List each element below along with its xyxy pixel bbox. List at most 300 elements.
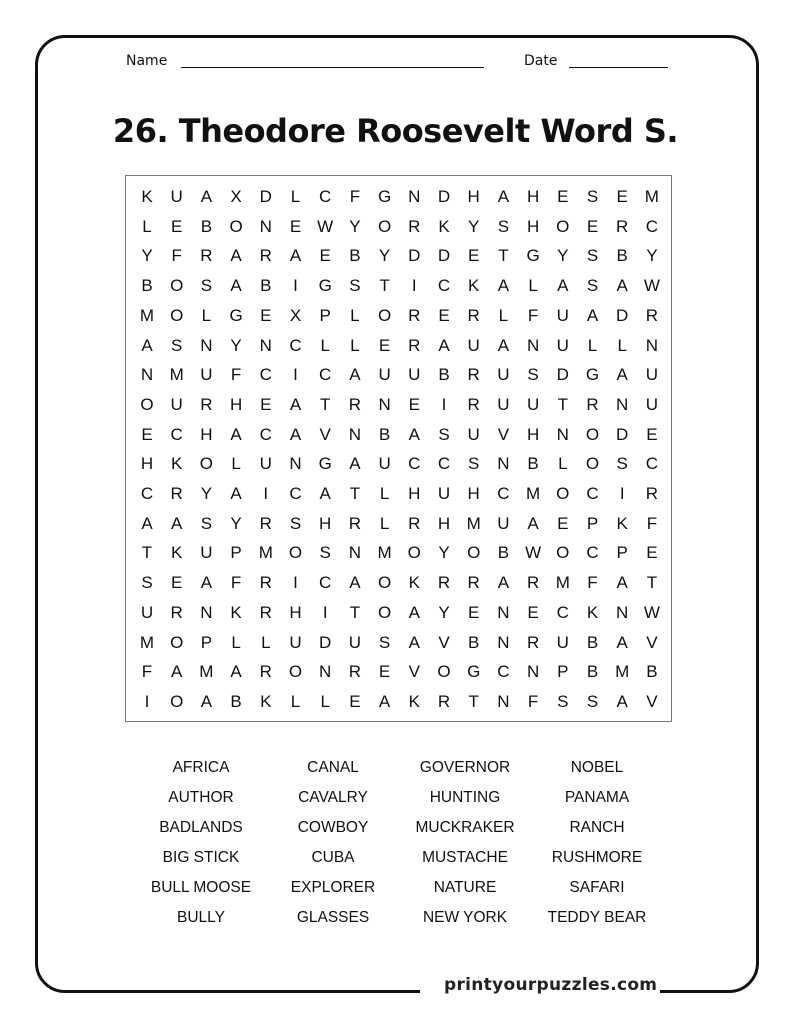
grid-letter[interactable]: S — [319, 543, 331, 563]
grid-letter[interactable]: U — [140, 602, 154, 622]
grid-letter[interactable]: R — [408, 513, 421, 533]
grid-letter[interactable]: E — [171, 216, 183, 236]
grid-letter[interactable]: P — [586, 513, 599, 533]
grid-letter[interactable]: A — [497, 573, 510, 593]
grid-letter[interactable]: L — [261, 632, 271, 652]
grid-letter[interactable]: N — [497, 602, 510, 622]
grid-letter[interactable]: O — [140, 394, 154, 414]
grid-letter[interactable]: R — [200, 246, 213, 266]
grid-letter[interactable]: Y — [230, 335, 242, 355]
grid-letter[interactable]: N — [348, 543, 362, 563]
grid-letter[interactable]: U — [348, 632, 362, 652]
grid-letter[interactable]: C — [437, 276, 451, 296]
grid-letter[interactable]: B — [200, 216, 213, 236]
grid-letter[interactable]: R — [467, 573, 480, 593]
grid-letter[interactable]: Y — [468, 216, 480, 236]
grid-letter[interactable]: H — [200, 424, 213, 444]
grid-letter[interactable]: H — [526, 187, 540, 206]
grid-letter[interactable]: O — [170, 305, 184, 325]
grid-letter[interactable]: N — [408, 187, 421, 206]
name-field-line[interactable] — [181, 67, 484, 68]
grid-letter[interactable]: L — [379, 484, 390, 503]
grid-letter[interactable]: A — [230, 276, 242, 296]
grid-letter[interactable]: R — [259, 246, 272, 266]
grid-letter[interactable]: O — [585, 454, 600, 474]
grid-letter[interactable]: Y — [438, 543, 450, 563]
grid-letter[interactable]: B — [349, 246, 361, 266]
grid-letter[interactable]: U — [556, 632, 569, 652]
grid-letter[interactable]: Y — [646, 246, 658, 266]
grid-letter[interactable]: E — [171, 573, 183, 593]
grid-letter[interactable]: K — [171, 454, 183, 474]
grid-letter[interactable]: L — [558, 454, 568, 474]
grid-letter[interactable]: S — [497, 216, 510, 236]
grid-letter[interactable]: C — [289, 335, 302, 355]
grid-letter[interactable]: C — [289, 484, 302, 503]
grid-letter[interactable]: O — [377, 216, 392, 236]
grid-letter[interactable]: X — [289, 305, 302, 325]
grid-letter[interactable]: A — [497, 335, 510, 355]
grid-letter[interactable]: N — [348, 424, 362, 444]
grid-letter[interactable]: X — [230, 187, 242, 206]
grid-letter[interactable]: L — [290, 187, 301, 206]
grid-letter[interactable]: A — [289, 246, 302, 266]
grid-letter[interactable]: I — [441, 394, 447, 414]
grid-letter[interactable]: N — [556, 424, 569, 444]
grid-letter[interactable]: R — [408, 335, 421, 355]
grid-letter[interactable]: W — [643, 276, 660, 296]
grid-letter[interactable]: S — [527, 365, 539, 385]
grid-letter[interactable]: S — [289, 513, 302, 533]
grid-letter[interactable]: R — [348, 662, 362, 682]
grid-letter[interactable]: E — [319, 246, 331, 266]
grid-letter[interactable]: C — [437, 454, 451, 474]
grid-letter[interactable]: V — [408, 662, 420, 682]
grid-letter[interactable]: V — [646, 691, 658, 711]
grid-letter[interactable]: P — [616, 543, 628, 563]
grid-letter[interactable]: A — [141, 335, 153, 355]
grid-letter[interactable]: D — [437, 187, 451, 206]
grid-letter[interactable]: F — [141, 662, 153, 682]
grid-letter[interactable]: U — [526, 394, 540, 414]
grid-letter[interactable]: S — [468, 454, 480, 474]
grid-letter[interactable]: W — [317, 216, 334, 236]
grid-letter[interactable]: R — [467, 305, 480, 325]
grid-letter[interactable]: A — [586, 305, 599, 325]
grid-letter[interactable]: Y — [141, 246, 153, 266]
grid-letter[interactable]: F — [230, 573, 242, 593]
grid-letter[interactable]: S — [141, 573, 153, 593]
grid-letter[interactable]: D — [556, 365, 569, 385]
grid-letter[interactable]: K — [408, 691, 420, 711]
grid-letter[interactable]: C — [497, 484, 510, 503]
grid-letter[interactable]: M — [258, 543, 273, 563]
grid-letter[interactable]: U — [200, 365, 213, 385]
grid-letter[interactable]: C — [586, 543, 599, 563]
grid-letter[interactable]: S — [586, 187, 599, 206]
grid-letter[interactable]: A — [230, 484, 242, 503]
grid-letter[interactable]: I — [293, 573, 298, 593]
grid-letter[interactable]: D — [616, 305, 629, 325]
grid-letter[interactable]: H — [140, 454, 154, 474]
grid-letter[interactable]: A — [616, 365, 628, 385]
grid-letter[interactable]: T — [498, 246, 509, 266]
grid-letter[interactable]: E — [260, 394, 272, 414]
grid-letter[interactable]: R — [348, 513, 362, 533]
grid-letter[interactable]: F — [587, 573, 598, 593]
grid-letter[interactable]: O — [556, 216, 570, 236]
grid-letter[interactable]: T — [319, 394, 331, 414]
grid-letter[interactable]: C — [170, 424, 183, 444]
grid-letter[interactable]: E — [438, 305, 450, 325]
grid-letter[interactable]: S — [378, 632, 391, 652]
grid-letter[interactable]: R — [170, 484, 183, 503]
grid-letter[interactable]: V — [438, 632, 450, 652]
grid-letter[interactable]: K — [171, 543, 183, 563]
grid-letter[interactable]: B — [586, 662, 599, 682]
grid-letter[interactable]: V — [497, 424, 510, 444]
grid-letter[interactable]: E — [260, 305, 272, 325]
grid-letter[interactable]: C — [319, 187, 332, 206]
grid-letter[interactable]: F — [349, 187, 361, 206]
grid-letter[interactable]: D — [408, 246, 421, 266]
grid-letter[interactable]: O — [556, 543, 570, 563]
grid-letter[interactable]: E — [557, 187, 569, 206]
grid-letter[interactable]: I — [322, 602, 328, 622]
grid-letter[interactable]: A — [289, 424, 302, 444]
grid-letter[interactable]: N — [259, 216, 272, 236]
grid-letter[interactable]: I — [293, 276, 298, 296]
grid-letter[interactable]: B — [527, 454, 539, 474]
grid-letter[interactable]: A — [349, 454, 361, 474]
grid-letter[interactable]: O — [437, 662, 451, 682]
grid-letter[interactable]: L — [498, 305, 509, 325]
grid-letter[interactable]: L — [320, 335, 330, 355]
grid-letter[interactable]: P — [557, 662, 569, 682]
grid-letter[interactable]: E — [289, 216, 302, 236]
grid-letter[interactable]: N — [497, 454, 510, 474]
grid-letter[interactable]: E — [586, 216, 599, 236]
grid-letter[interactable]: U — [497, 513, 510, 533]
grid-letter[interactable]: C — [408, 454, 421, 474]
grid-letter[interactable]: C — [556, 602, 569, 622]
grid-letter[interactable]: D — [437, 246, 451, 266]
grid-letter[interactable]: O — [170, 632, 184, 652]
grid-letter[interactable]: B — [260, 276, 272, 296]
grid-letter[interactable]: Y — [557, 246, 569, 266]
grid-letter[interactable]: Y — [438, 602, 450, 622]
grid-letter[interactable]: K — [438, 216, 450, 236]
grid-letter[interactable]: V — [319, 424, 331, 444]
grid-letter[interactable]: Y — [230, 513, 242, 533]
grid-letter[interactable]: B — [468, 632, 480, 652]
grid-letter[interactable]: B — [616, 246, 628, 266]
grid-letter[interactable]: H — [526, 424, 540, 444]
grid-letter[interactable]: E — [557, 513, 569, 533]
date-field-line[interactable] — [569, 67, 668, 68]
grid-letter[interactable]: S — [616, 454, 628, 474]
grid-letter[interactable]: U — [378, 454, 391, 474]
grid-letter[interactable]: A — [378, 691, 391, 711]
grid-letter[interactable]: C — [319, 573, 332, 593]
grid-letter[interactable]: N — [289, 454, 302, 474]
grid-letter[interactable]: E — [378, 335, 391, 355]
grid-letter[interactable]: N — [200, 602, 213, 622]
grid-letter[interactable]: L — [201, 305, 212, 325]
grid-letter[interactable]: N — [497, 632, 510, 652]
grid-letter[interactable]: O — [288, 543, 303, 563]
grid-letter[interactable]: O — [170, 691, 184, 711]
grid-letter[interactable]: I — [411, 276, 417, 296]
grid-letter[interactable]: R — [526, 632, 540, 652]
grid-letter[interactable]: L — [231, 454, 241, 474]
grid-letter[interactable]: E — [408, 394, 420, 414]
grid-letter[interactable]: N — [645, 335, 659, 355]
grid-letter[interactable]: M — [377, 543, 392, 563]
grid-letter[interactable]: G — [526, 246, 540, 266]
grid-letter[interactable]: A — [408, 424, 420, 444]
grid-letter[interactable]: O — [556, 484, 570, 503]
grid-letter[interactable]: U — [437, 484, 451, 503]
grid-letter[interactable]: R — [408, 305, 421, 325]
grid-letter[interactable]: G — [467, 662, 481, 682]
grid-letter[interactable]: S — [200, 276, 213, 296]
grid-letter[interactable]: I — [619, 484, 625, 503]
grid-letter[interactable]: R — [586, 394, 599, 414]
grid-letter[interactable]: G — [318, 454, 332, 474]
grid-letter[interactable]: A — [497, 187, 510, 206]
grid-letter[interactable]: T — [379, 276, 390, 296]
grid-letter[interactable]: U — [408, 365, 421, 385]
grid-letter[interactable]: E — [527, 602, 539, 622]
grid-letter[interactable]: H — [289, 602, 302, 622]
grid-letter[interactable]: V — [646, 632, 658, 652]
grid-letter[interactable]: C — [259, 424, 272, 444]
grid-letter[interactable]: N — [259, 335, 272, 355]
grid-letter[interactable]: K — [468, 276, 480, 296]
grid-letter[interactable]: L — [617, 335, 627, 355]
grid-letter[interactable]: R — [645, 484, 659, 503]
grid-letter[interactable]: E — [141, 424, 153, 444]
grid-letter[interactable]: E — [468, 602, 480, 622]
grid-letter[interactable]: R — [170, 602, 183, 622]
grid-letter[interactable]: N — [616, 394, 629, 414]
grid-letter[interactable]: U — [170, 394, 183, 414]
grid-letter[interactable]: Y — [378, 246, 391, 266]
grid-letter[interactable]: R — [348, 394, 362, 414]
grid-letter[interactable]: O — [585, 424, 600, 444]
grid-letter[interactable]: T — [646, 573, 658, 593]
grid-letter[interactable]: A — [319, 484, 331, 503]
grid-letter[interactable]: A — [408, 602, 420, 622]
grid-letter[interactable]: A — [616, 573, 628, 593]
grid-letter[interactable]: W — [643, 602, 660, 622]
grid-letter[interactable]: U — [497, 394, 510, 414]
grid-letter[interactable]: D — [259, 187, 272, 206]
grid-letter[interactable]: L — [528, 276, 538, 296]
grid-letter[interactable]: B — [438, 365, 450, 385]
grid-letter[interactable]: S — [200, 513, 213, 533]
grid-letter[interactable]: R — [616, 216, 629, 236]
grid-letter[interactable]: G — [318, 276, 332, 296]
grid-letter[interactable]: O — [229, 216, 243, 236]
grid-letter[interactable]: R — [526, 573, 540, 593]
grid-letter[interactable]: I — [263, 484, 269, 503]
grid-letter[interactable]: O — [377, 602, 392, 622]
grid-letter[interactable]: I — [144, 691, 150, 711]
grid-letter[interactable]: T — [349, 484, 361, 503]
grid-letter[interactable]: R — [437, 573, 451, 593]
grid-letter[interactable]: U — [170, 187, 183, 206]
grid-letter[interactable]: L — [350, 335, 360, 355]
grid-letter[interactable]: A — [230, 246, 242, 266]
grid-letter[interactable]: D — [616, 424, 629, 444]
grid-letter[interactable]: R — [467, 365, 480, 385]
grid-letter[interactable]: C — [319, 365, 332, 385]
grid-letter[interactable]: I — [293, 365, 298, 385]
grid-letter[interactable]: A — [200, 573, 213, 593]
grid-letter[interactable]: M — [615, 662, 630, 682]
grid-letter[interactable]: R — [467, 394, 480, 414]
grid-letter[interactable]: N — [378, 394, 391, 414]
grid-letter[interactable]: E — [646, 424, 658, 444]
grid-letter[interactable]: A — [438, 335, 450, 355]
grid-letter[interactable]: R — [408, 216, 421, 236]
grid-letter[interactable]: R — [259, 602, 272, 622]
grid-letter[interactable]: O — [377, 573, 392, 593]
grid-letter[interactable]: U — [645, 394, 659, 414]
grid-letter[interactable]: P — [230, 543, 242, 563]
grid-letter[interactable]: H — [526, 216, 540, 236]
grid-letter[interactable]: R — [437, 691, 451, 711]
grid-letter[interactable]: N — [497, 691, 510, 711]
grid-letter[interactable]: D — [319, 632, 332, 652]
grid-letter[interactable]: H — [437, 513, 451, 533]
grid-letter[interactable]: K — [260, 691, 272, 711]
grid-letter[interactable]: A — [171, 513, 183, 533]
grid-letter[interactable]: U — [645, 365, 659, 385]
grid-letter[interactable]: U — [289, 632, 302, 652]
grid-letter[interactable]: H — [408, 484, 421, 503]
grid-letter[interactable]: A — [289, 394, 302, 414]
grid-letter[interactable]: S — [349, 276, 361, 296]
grid-letter[interactable]: A — [200, 691, 213, 711]
grid-letter[interactable]: A — [200, 187, 213, 206]
grid-letter[interactable]: W — [525, 543, 542, 563]
grid-letter[interactable]: N — [140, 365, 154, 385]
grid-letter[interactable]: E — [616, 187, 628, 206]
grid-letter[interactable]: L — [587, 335, 598, 355]
grid-letter[interactable]: C — [140, 484, 154, 503]
grid-letter[interactable]: Y — [200, 484, 213, 503]
grid-letter[interactable]: K — [141, 187, 153, 206]
grid-letter[interactable]: F — [527, 691, 539, 711]
grid-letter[interactable]: A — [171, 662, 183, 682]
grid-letter[interactable]: U — [259, 454, 272, 474]
grid-letter[interactable]: R — [259, 573, 272, 593]
grid-letter[interactable]: C — [586, 484, 599, 503]
grid-letter[interactable]: P — [200, 632, 213, 652]
grid-letter[interactable]: N — [526, 335, 540, 355]
grid-letter[interactable]: A — [349, 573, 361, 593]
grid-letter[interactable]: K — [230, 602, 242, 622]
grid-letter[interactable]: A — [230, 424, 242, 444]
grid-letter[interactable]: B — [646, 662, 658, 682]
grid-letter[interactable]: C — [497, 662, 510, 682]
grid-letter[interactable]: G — [229, 305, 243, 325]
grid-letter[interactable]: K — [408, 573, 420, 593]
grid-letter[interactable]: M — [139, 305, 155, 325]
grid-letter[interactable]: N — [200, 335, 213, 355]
grid-letter[interactable]: U — [556, 305, 569, 325]
grid-letter[interactable]: M — [555, 573, 570, 593]
grid-letter[interactable]: L — [350, 305, 360, 325]
grid-letter[interactable]: O — [467, 543, 481, 563]
grid-letter[interactable]: L — [231, 632, 241, 652]
grid-letter[interactable]: R — [259, 662, 272, 682]
grid-letter[interactable]: B — [230, 691, 242, 711]
grid-letter[interactable]: L — [142, 216, 152, 236]
grid-letter[interactable]: K — [586, 602, 599, 622]
grid-letter[interactable]: U — [378, 365, 391, 385]
grid-letter[interactable]: A — [527, 513, 539, 533]
grid-letter[interactable]: S — [171, 335, 183, 355]
grid-letter[interactable]: L — [320, 691, 330, 711]
grid-letter[interactable]: S — [438, 424, 450, 444]
grid-letter[interactable]: T — [468, 691, 479, 711]
grid-letter[interactable]: O — [199, 454, 213, 474]
grid-letter[interactable]: F — [646, 513, 658, 533]
grid-letter[interactable]: F — [527, 305, 539, 325]
grid-letter[interactable]: F — [171, 246, 182, 266]
grid-letter[interactable]: K — [616, 513, 628, 533]
grid-letter[interactable]: H — [467, 484, 480, 503]
grid-letter[interactable]: E — [378, 662, 391, 682]
grid-letter[interactable]: B — [586, 632, 599, 652]
grid-letter[interactable]: U — [200, 543, 213, 563]
grid-letter[interactable]: M — [644, 187, 659, 206]
grid-letter[interactable]: U — [497, 365, 510, 385]
grid-letter[interactable]: H — [319, 513, 332, 533]
grid-letter[interactable]: R — [200, 394, 213, 414]
grid-letter[interactable]: M — [139, 632, 155, 652]
grid-letter[interactable]: T — [557, 394, 568, 414]
grid-letter[interactable]: M — [526, 484, 541, 503]
grid-letter[interactable]: A — [616, 691, 628, 711]
grid-letter[interactable]: N — [319, 662, 332, 682]
grid-letter[interactable]: E — [646, 543, 658, 563]
grid-letter[interactable]: M — [169, 365, 184, 385]
grid-letter[interactable]: M — [199, 662, 214, 682]
grid-letter[interactable]: H — [229, 394, 243, 414]
grid-letter[interactable]: O — [407, 543, 421, 563]
grid-letter[interactable]: A — [230, 662, 242, 682]
grid-letter[interactable]: C — [645, 454, 659, 474]
grid-letter[interactable]: S — [586, 246, 599, 266]
grid-letter[interactable]: H — [467, 187, 480, 206]
grid-letter[interactable]: T — [141, 543, 153, 563]
grid-letter[interactable]: R — [645, 305, 659, 325]
grid-letter[interactable]: T — [349, 602, 361, 622]
grid-letter[interactable]: F — [230, 365, 242, 385]
grid-letter[interactable]: R — [259, 513, 272, 533]
grid-letter[interactable]: S — [586, 276, 599, 296]
grid-letter[interactable]: O — [288, 662, 303, 682]
grid-letter[interactable]: O — [377, 305, 392, 325]
grid-letter[interactable]: G — [377, 187, 392, 206]
grid-letter[interactable]: B — [141, 276, 153, 296]
grid-letter[interactable]: L — [290, 691, 301, 711]
